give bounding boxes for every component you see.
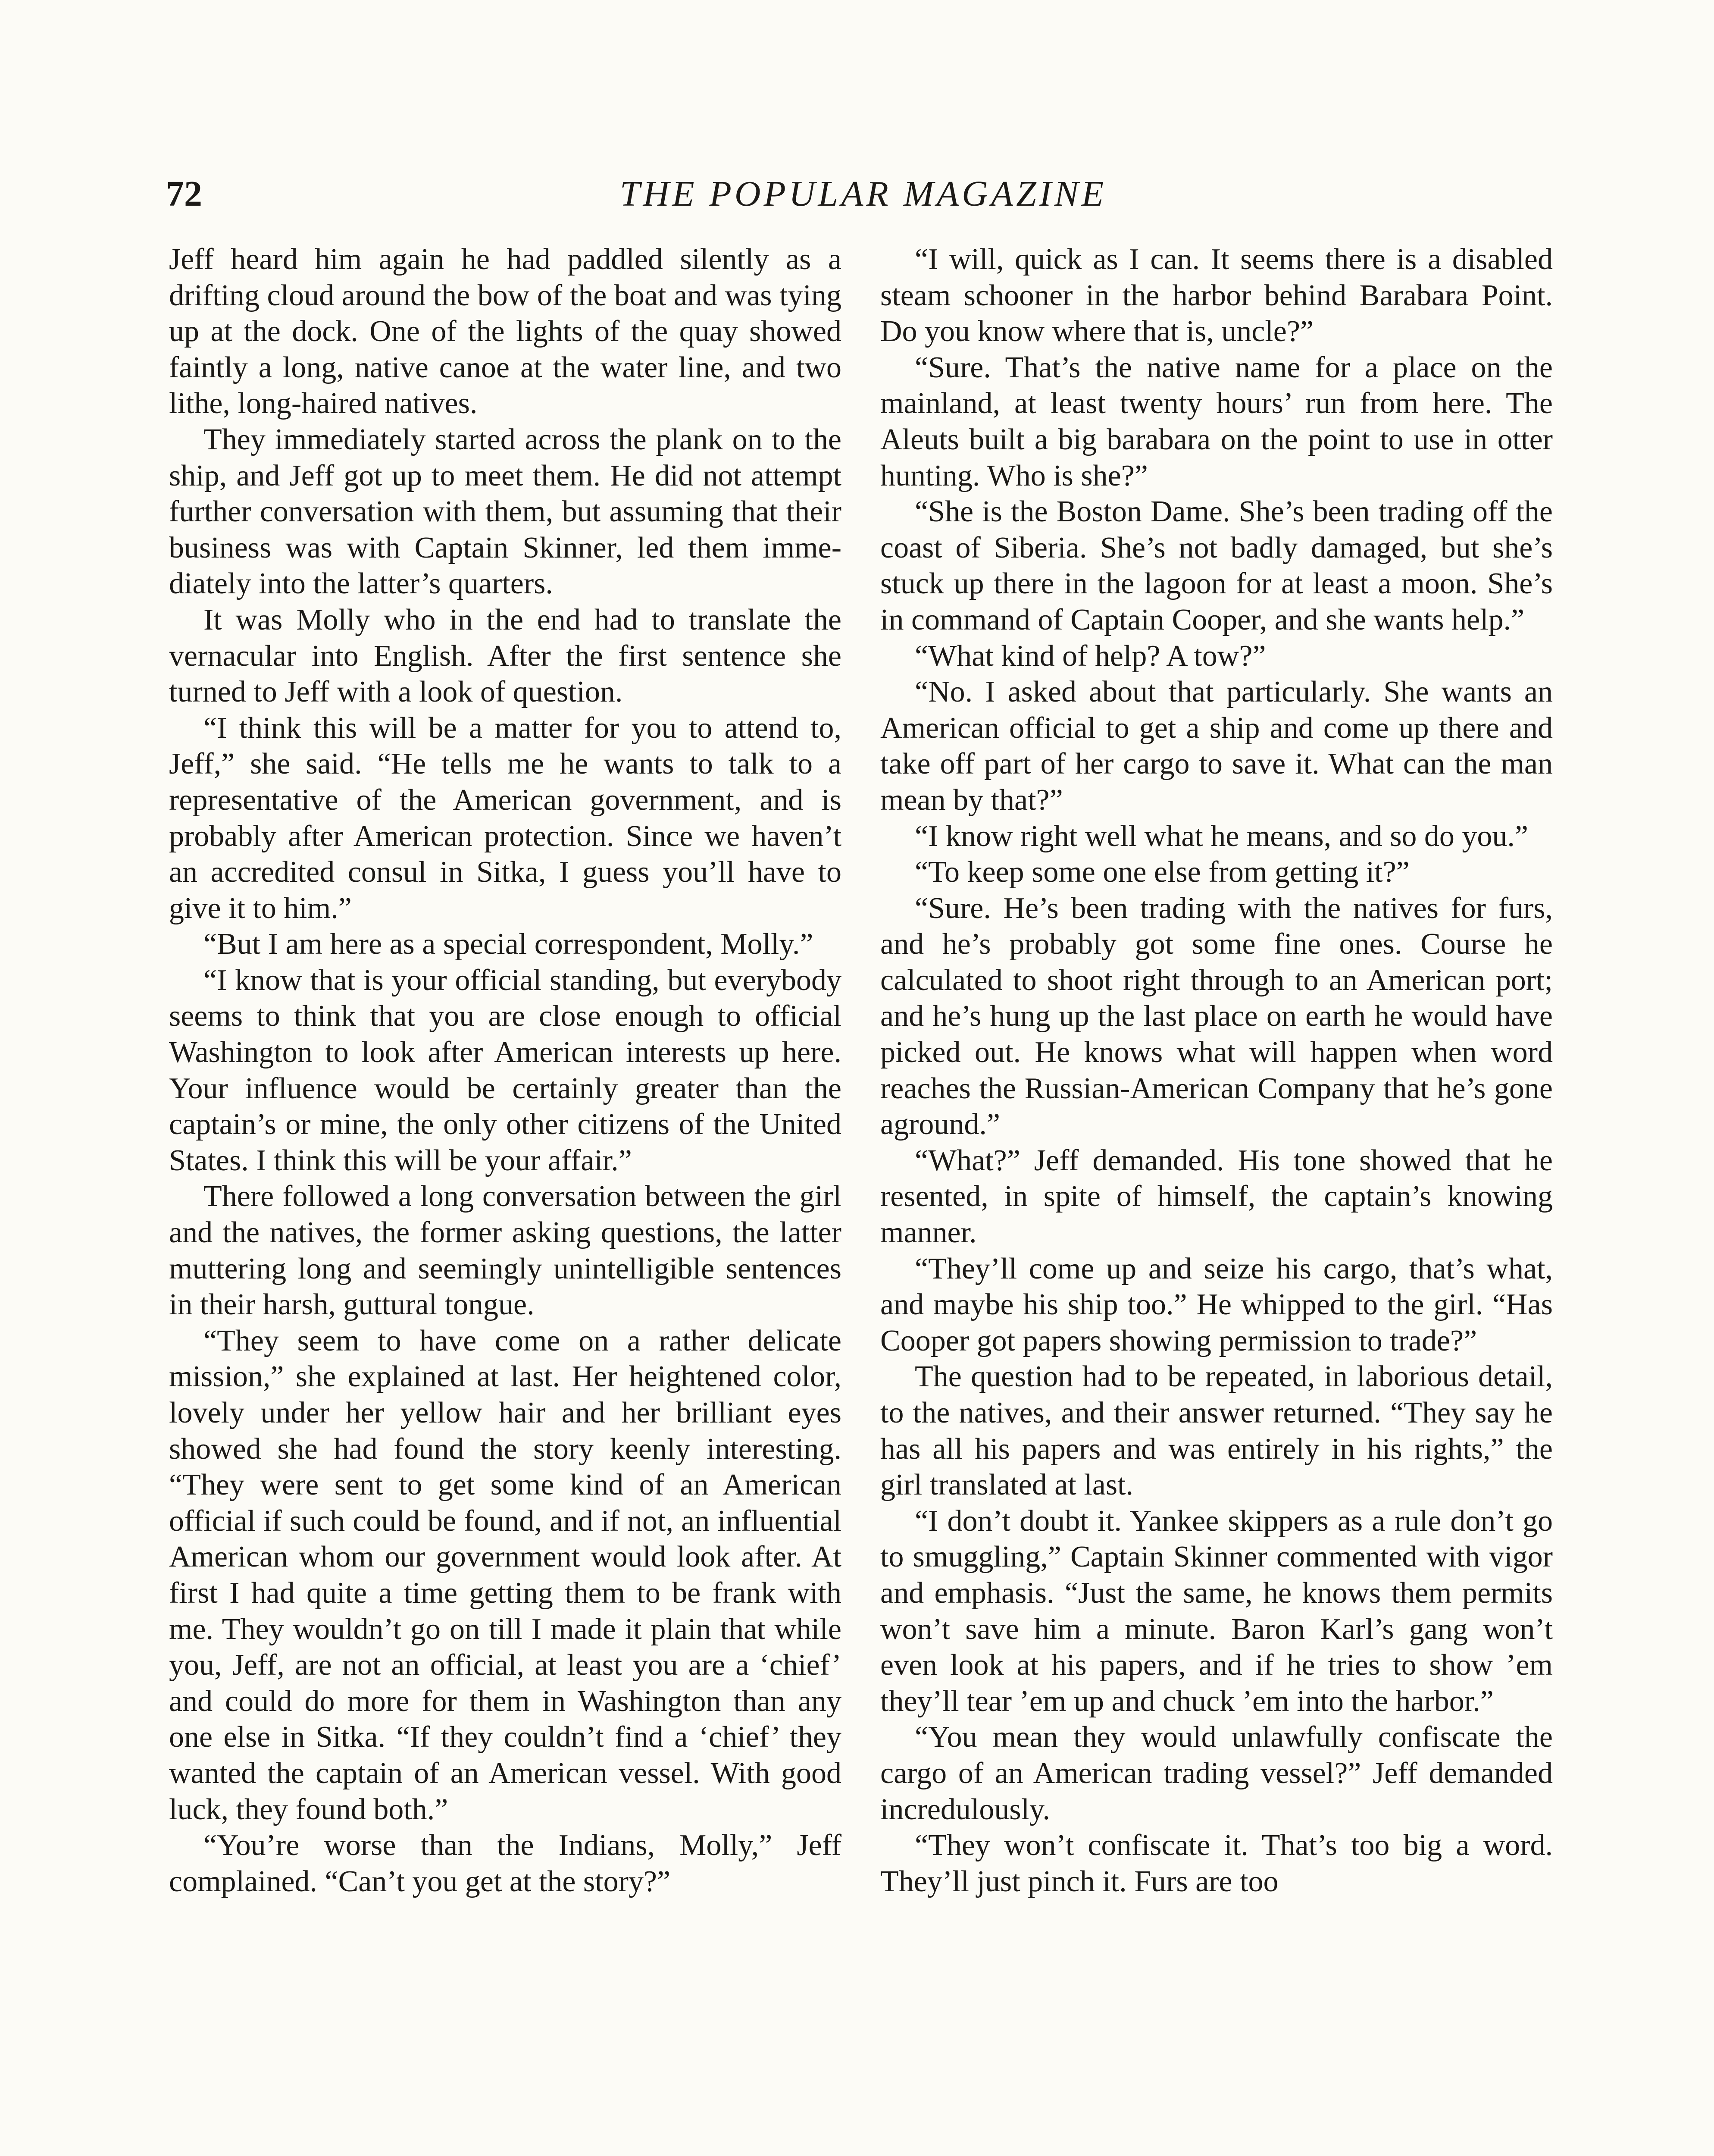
paragraph: Jeff heard him again he had paddled silently as a drifting cloud around the bow of the boat and was tying up at the dock. One of the lights of the quay showed faintly a long, native canoe at the water line, and two lithe, long-haired natives. (169, 243, 841, 420)
paragraph: The question had to be repeated, in laborious detail, to the natives, and their answer returned. “They say he has all his papers and was entirely in his rights,” the girl translated at last. (880, 1360, 1553, 1502)
magazine-title: THE POPULAR MAGAZINE (619, 174, 1107, 214)
paragraph: “They won’t confiscate it. That’s too big a word. They’ll just pinch it. Furs are too (880, 1829, 1553, 1898)
paragraph: “I don’t doubt it. Yankee skippers as a rule don’t go to smuggling,” Captain Skinner commented with vigor and emphasis. “Just the same, he knows them permits won’t save him a minute. Baron Karl’s gang won’t even look at his papers, and if he tries to show ’em they’ll tear ’em up and chuck ’em into the harbor.” (880, 1504, 1553, 1718)
paragraph: “She is the Boston Dame. She’s been trading off the coast of Siberia. She’s not badly damaged, but she’s stuck up there in the lagoon for at least a moon. She’s in command of Captain Cooper, and she wants help.” (880, 495, 1553, 636)
left-column (169, 241, 841, 2156)
paragraph: “Sure. That’s the native name for a place on the mainland, at least twenty hours’ run from here. The Aleuts built a big barabara on the point to use in otter hunting. Who is she?” (880, 351, 1553, 492)
paragraph: It was Molly who in the end had to translate the vernacular into English. After the first sentence she turned to Jeff with a look of question. (169, 603, 841, 709)
paragraph: “They’ll come up and seize his cargo, that’s what, and maybe his ship too.” He whipped to the girl. “Has Cooper got papers showing permission to trade?” (880, 1252, 1553, 1357)
right-column (880, 241, 1553, 2156)
paragraph: “You mean they would unlawfully confiscate the cargo of an American trading vessel?” Jeff demanded incredulously. (880, 1720, 1553, 1826)
paragraph: “To keep some one else from getting it?” (915, 856, 1410, 889)
page-number: 72 (166, 174, 202, 214)
paragraph: “I know that is your official standing, but everybody seems to think that you are close enough to official Washington to look after American interests up here. Your influence would be certainly greater than the captain’s or mine, the only other citizens of the United States. I think this will be your affair.” (169, 963, 841, 1177)
paragraph: “You’re worse than the Indians, Molly,” Jeff complained. “Can’t you get at the story?” (169, 1829, 841, 1898)
paragraph: They immediately started across the plank on to the ship, and Jeff got up to meet them. He did not attempt further conversation with them, but assuming that their business was with Captain Skinner, led them immediately into the latter’s quarters. (169, 423, 841, 601)
paragraph: “Sure. He’s been trading with the natives for furs, and he’s probably got some fine ones. Course he calculated to shoot right through to an American port; and he’s hung up the last place on earth he would have picked out. He knows what will happen when word reaches the Russian-American Company that he’s gone aground.” (880, 891, 1553, 1141)
paragraph: “I think this will be a matter for you to attend to, Jeff,” she said. “He tells me he wants to talk to a representative of the American government, and is probably after American protection. Since we haven’t an accredited consul in Sitka, I guess you’ll have to give it to him.” (169, 711, 841, 925)
paragraph: “I will, quick as I can. It seems there is a disabled steam schooner in the harbor behind Barabara Point. Do you know where that is, uncle?” (880, 243, 1553, 348)
paragraph: “No. I asked about that particularly. She wants an American official to get a ship and come up there and take off part of her cargo to save it. What can the man mean by that?” (880, 675, 1553, 817)
paragraph: “What kind of help? A tow?” (915, 639, 1266, 673)
running-header (166, 168, 1561, 220)
paragraph: There followed a long conversation between the girl and the natives, the former asking questions, the latter muttering long and seemingly unintelligible sentences in their harsh, guttural tongue. (169, 1180, 841, 1322)
paragraph: “What?” Jeff demanded. His tone showed that he resented, in spite of himself, the captain’s knowing manner. (880, 1144, 1553, 1250)
paragraph: “But I am here as a special correspondent, Molly.” (203, 928, 813, 961)
paragraph: “I know right well what he means, and so do you.” (915, 819, 1529, 853)
paragraph: “They seem to have come on a rather delicate mission,” she explained at last. Her heightened color, lovely under her yellow hair and her brilliant eyes showed she had found the story keenly interesting. “They were sent to get some kind of an American official if such could be found, and if not, an influential American whom our government would look after. At first I had quite a time getting them to be frank with me. They wouldn’t go on till I made it plain that while you, Jeff, are not an official, at least you are a ‘chief’ and could do more for them in Washington than any one else in Sitka. “If they couldn’t find a ‘chief’ they wanted the captain of an American vessel. With good luck, they found both.” (169, 1324, 841, 1826)
